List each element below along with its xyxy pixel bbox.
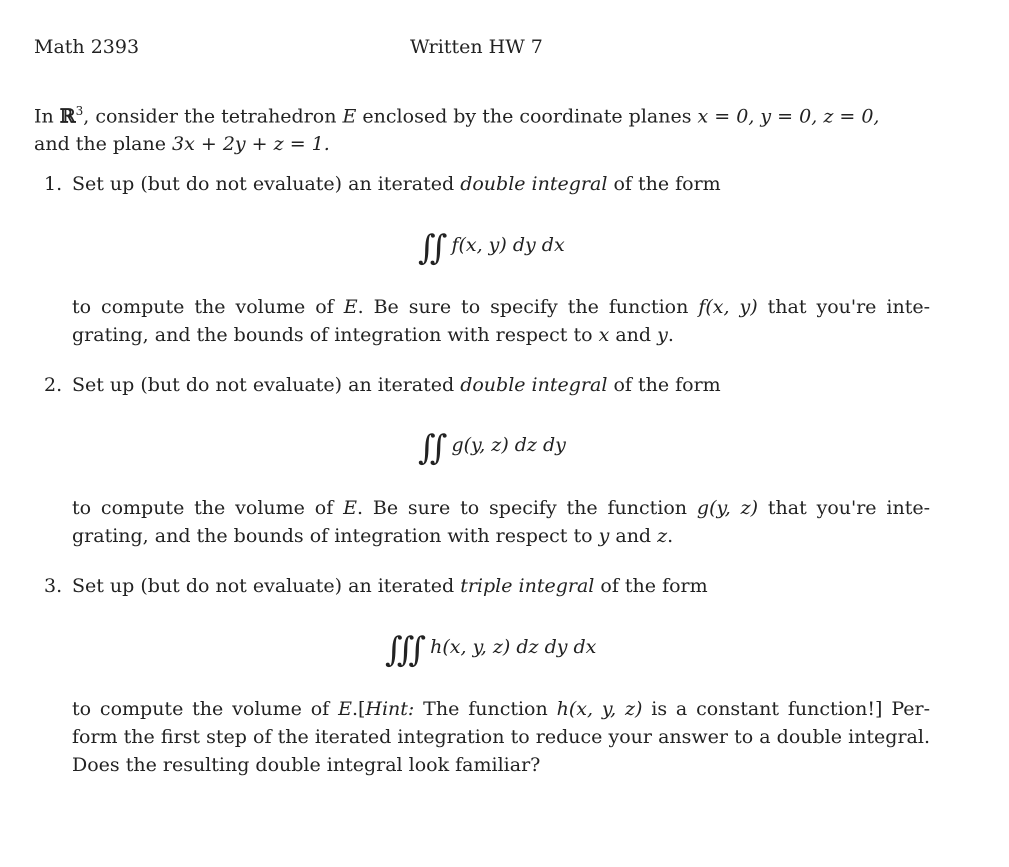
problem-text: . [667, 324, 674, 346]
integral-symbol: ∫∫∫ [385, 630, 421, 670]
intro-text: and the plane [34, 133, 173, 156]
problem-text: . [667, 525, 674, 547]
problem-number: 2. [44, 374, 63, 396]
solid-symbol: E [343, 497, 357, 519]
intro-text: enclosed by the coordinate planes [356, 105, 698, 128]
problem-text: that you're inte-grating, and the bounds of integration with respect to [72, 296, 931, 346]
function-name: f(x, y) [698, 296, 758, 318]
integrand: f(x, y) dy dx [451, 234, 565, 256]
problem-instructions [72, 494, 930, 550]
integral-kind: triple integral [460, 575, 595, 597]
integral-kind: double integral [460, 374, 608, 396]
planes-equations: x = 0, y = 0, z = 0, [697, 105, 880, 128]
problem-text: and [609, 324, 658, 346]
variable: z [657, 525, 668, 547]
problem-text: Set up (but do not evaluate) an iterated [72, 575, 461, 597]
problem-text: to compute the volume of [72, 296, 344, 318]
problem-text: of the form [594, 575, 708, 597]
problem-text: to compute the volume of [72, 497, 344, 519]
assignment-title: Written HW 7 [410, 36, 543, 58]
function-name: g(y, z) [696, 497, 759, 519]
integral-form [385, 630, 596, 670]
problem-statement [72, 374, 721, 396]
problem-text: of the form [607, 374, 721, 396]
intro-paragraph [34, 97, 934, 158]
integral-form [418, 428, 566, 468]
real-space-symbol: ℝ [59, 105, 76, 128]
space-exponent: 3 [75, 104, 84, 118]
solid-symbol: E [338, 698, 352, 720]
integrand: g(y, z) dz dy [451, 434, 566, 456]
variable: y [598, 525, 610, 547]
plane-equation: 3x + 2y + z = 1. [172, 133, 330, 156]
problem-text: is a constant function!] Per-form the first step of the iterated integration to reduce your answer to a double integral. Does the resulting double integral look familiar? [72, 698, 930, 776]
integral-form [418, 228, 565, 268]
solid-symbol: E [342, 105, 357, 128]
variable: x [598, 324, 610, 346]
problem-text: .[ [351, 698, 366, 720]
problem-instructions [72, 695, 930, 779]
problem-text: and [609, 525, 658, 547]
course-label: Math 2393 [34, 36, 140, 58]
integral-kind: double integral [460, 173, 608, 195]
problem-text: Set up (but do not evaluate) an iterated [72, 374, 461, 396]
hint-label: Hint: [365, 698, 415, 720]
problem-number: 3. [44, 575, 63, 597]
problem-statement [72, 575, 708, 597]
integral-symbol: ∫∫ [418, 428, 442, 468]
problem-number: 1. [44, 173, 63, 195]
problem-statement [72, 173, 721, 195]
problem-text: to compute the volume of [72, 698, 339, 720]
problem-instructions [72, 293, 930, 349]
problem-text: Set up (but do not evaluate) an iterated [72, 173, 461, 195]
function-name: h(x, y, z) [556, 698, 643, 720]
intro-text: , consider the tetrahedron [83, 105, 343, 128]
integrand: h(x, y, z) dz dy dx [430, 636, 597, 658]
problem-text: of the form [607, 173, 721, 195]
problem-text: . Be sure to specify the function [356, 497, 697, 519]
solid-symbol: E [343, 296, 358, 318]
problem-text: . Be sure to specify the function [357, 296, 699, 318]
variable: y [657, 324, 668, 346]
intro-text: In [34, 105, 60, 128]
integral-symbol: ∫∫ [418, 228, 442, 268]
problem-text: that you're inte-grating, and the bounds of integration with respect to [72, 497, 931, 547]
problem-text: The function [414, 698, 557, 720]
